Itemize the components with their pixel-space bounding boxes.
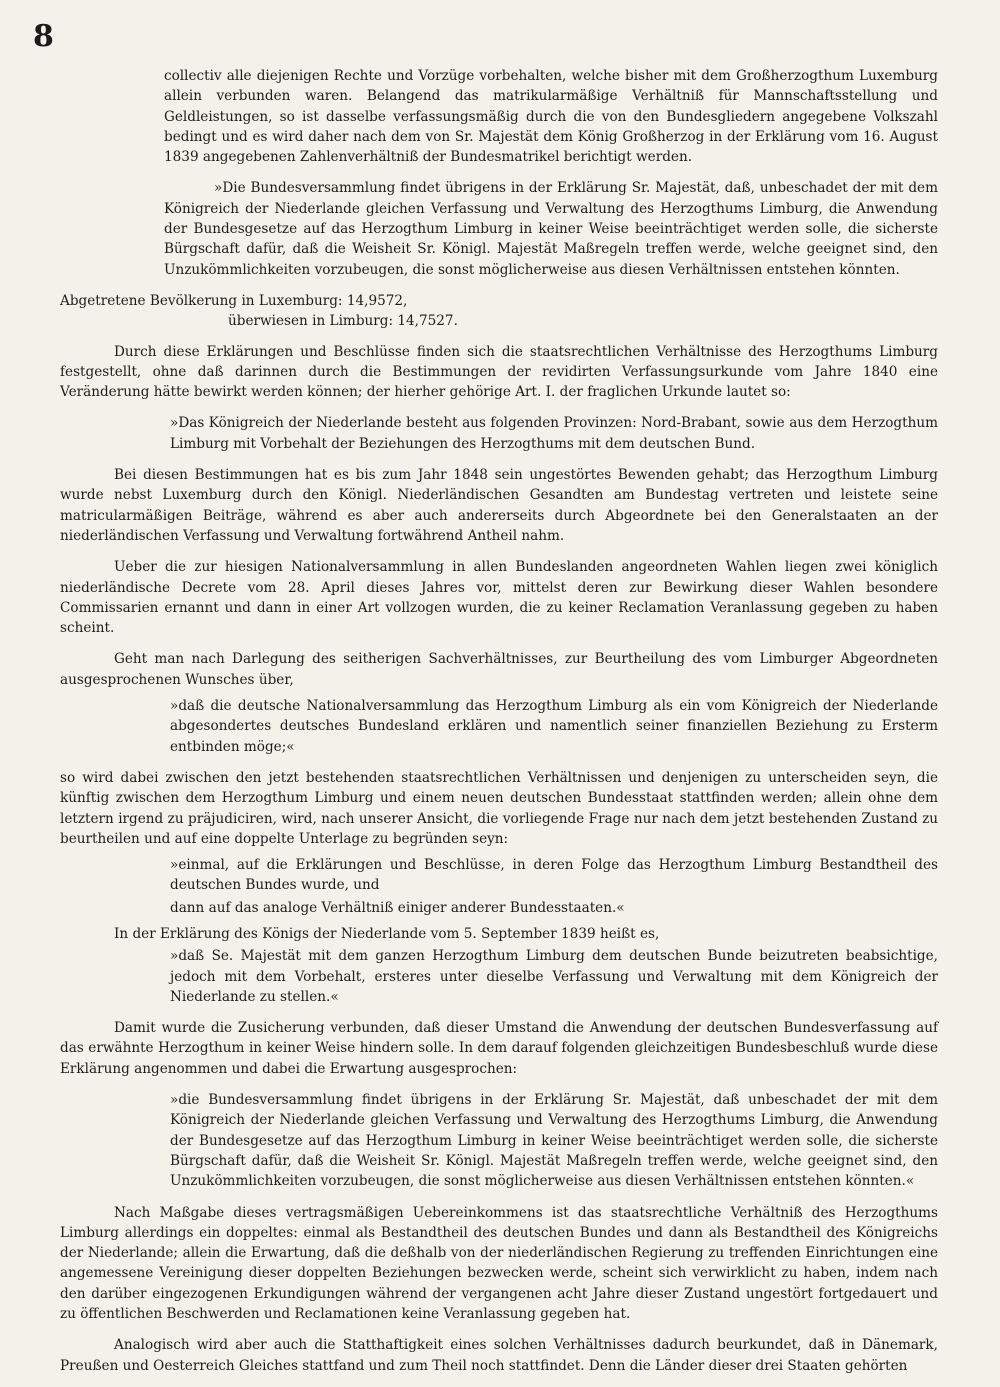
paragraph-10-quote-a: »einmal, auf die Erklärungen und Beschlüsse, in deren Folge das Herzogthum Limburg Bestandtheil des deutschen Bundes wurde, und [170, 857, 938, 894]
population-figures [60, 291, 938, 332]
paragraph-2-quote: »Die Bundesversammlung findet übrigens in der Erklärung Sr. Majestät, daß, unbeschadet der mit dem Königreich der Niederlande gleichen Verfassung und Verwaltung des Herzogthums Limburg, die Anwendung der Bundesgesetze auf das Herzogthum Limburg in keiner Weise beeinträchtiget werden solle, die sicherste Bürgschaft dafür, daß die Weisheit Sr. Königl. Majestät Maßregeln treffen werde, welche geeignet sind, den Unzukömmlichkeiten vorzubeugen, die sonst möglicherweise aus diesen Verhältnissen entstehen könnten. [164, 180, 938, 278]
paragraph-13: Damit wurde die Zusicherung verbunden, daß dieser Umstand die Anwendung der deutschen Bundesverfassung auf das erwähnte Herzogthum in keiner Weise hindern solle. In dem darauf folgenden gleichzeitigen Bundesbeschluß wurde diese Erklärung angenommen und dabei die Erwartung ausgesprochen: [60, 1020, 938, 1077]
paragraph-11: In der Erklärung des Königs der Niederlande vom 5. September 1839 heißt es, [114, 925, 660, 942]
paragraph-3: Durch diese Erklärungen und Beschlüsse finden sich die staatsrechtlichen Verhältnisse des Herzogthums Limburg festgestellt, ohne daß darinnen durch die Bestimmungen der revidirten Verfassungsurkunde vom Jahre 1840 eine Veränderung hätte bewirkt werden können; der hierher gehörige Art. I. der fraglichen Urkunde lautet so: [60, 343, 938, 401]
paragraph-6: Ueber die zur hiesigen Nationalversammlung in allen Bundeslanden angeordneten Wahlen liegen zwei königlich niederländische Decrete vom 28. April dieses Jahres vor, mittelst deren zur Bewirkung dieser Wahlen besondere Commissarien ernannt und dann in einer Art vollzogen wurden, die zu keiner Reclamation Veranlassung gegeben zu haben scheint. [60, 559, 938, 637]
paragraph-12-quote: »daß Se. Majestät mit dem ganzen Herzogthum Limburg dem deutschen Bunde beizutreten beabsichtige, jedoch mit dem Vorbehalt, ersteres unter dieselbe Verfassung und Verwaltung mit dem Königreich der Niederlande zu stellen.« [170, 948, 938, 1005]
paragraph-4-quote: »Das Königreich der Niederlande besteht aus folgenden Provinzen: Nord-Brabant, sowie aus dem Herzogthum Limburg mit Vorbehalt der Beziehungen des Herzogthums mit dem deutschen Bund. [170, 415, 938, 452]
paragraph-10-quote-b: dann auf das analoge Verhältniß einiger anderer Bundesstaaten.« [170, 899, 625, 916]
paragraph-9: so wird dabei zwischen den jetzt bestehenden staatsrechtlichen Verhältnissen und denjenigen zu unterscheiden seyn, die künftig zwischen dem Herzogthum Limburg und einem neuen deutschen Bundesstaat stattfinden werden; allein ohne dem letztern irgend zu präjudiciren, wird, nach unserer Ansicht, die vorliegende Frage nur nach dem jetzt bestehenden Zustand zu beurtheilen und auf eine doppelte Unterlage zu begründen seyn: [60, 769, 938, 847]
paragraph-7: Geht man nach Darlegung des seitherigen Sachverhältnisses, zur Beurtheilung des vom Limburger Abgeordneten ausgesprochenen Wunsches über, [60, 651, 938, 688]
paragraph-16: Analogisch wird aber auch die Statthaftigkeit eines solchen Verhältnisses dadurch beurkundet, daß in Dänemark, Preußen und Oesterreich Gleiches stattfand und zum Theil noch stattfindet. Denn die Länder dieser drei Staaten gehörten [60, 1337, 938, 1374]
paragraph-1: collectiv alle diejenigen Rechte und Vorzüge vorbehalten, welche bisher mit dem Großherzogthum Luxemburg allein verbunden waren. Belangend das matrikularmäßige Verhältniß für Mannschaftsstellung und Geldleistungen, so ist dasselbe verfassungsmäßig durch die von den Bundesgliedern angegebene Volkszahl bedingt und es wird daher nach dem von Sr. Majestät dem König Großherzog in der Erklärung vom 16. August 1839 angegebenen Zahlenverhältniß der Bundesmatrikel berichtigt werden. [164, 68, 938, 166]
population-luxemburg: Abgetretene Bevölkerung in Luxemburg: 14,9572, [60, 292, 408, 309]
page-number: 8 [33, 19, 54, 54]
paragraph-5: Bei diesen Bestimmungen hat es bis zum Jahr 1848 sein ungestörtes Bewenden gehabt; das Herzogthum Limburg wurde nebst Luxemburg durch den Königl. Niederländischen Gesandten am Bundestag vertreten und leistete seine matricularmäßigen Beiträge, während es aber auch andererseits durch Abgeordnete bei den Generalstaaten an der niederländischen Verfassung und Verwaltung fortwährend Antheil nahm. [60, 467, 938, 544]
population-limburg: überwiesen in Limburg: 14,7527. [228, 313, 458, 330]
paragraph-15: Nach Maßgabe dieses vertragsmäßigen Uebereinkommens ist das staatsrechtliche Verhältniß des Herzogthums Limburg allerdings ein doppeltes: einmal als Bestandtheil des deutschen Bundes und dann als Bestandtheil des Königreichs der Niederlande; allein die Erwartung, daß die deßhalb von der niederländischen Regierung zu treffenden Einrichtungen eine angemessene Vereinigung dieser doppelten Beziehungen bezwecken werde, scheint sich verwirklicht zu haben, indem nach den darüber eingezogenen Erkundigungen während der vergangenen acht Jahre dieser Zustand ungestört fortgedauert und zu öffentlichen Beschwerden und Reclamationen keine Veranlassung gegeben hat. [60, 1204, 938, 1323]
paragraph-8-quote: »daß die deutsche Nationalversammlung das Herzogthum Limburg als ein vom Königreich der Niederlande abgesondertes deutsches Bundesland erklären und namentlich seiner finanziellen Beziehung zu Ersterm entbinden möge;« [170, 698, 938, 755]
paragraph-14-quote: »die Bundesversammlung findet übrigens in der Erklärung Sr. Majestät, daß unbeschadet der mit dem Königreich der Niederlande gleichen Verfassung und Verwaltung des Herzogthums Limburg, die Anwendung der Bundesgesetze auf das Herzogthum Limburg in keiner Weise beeinträchtiget werden solle, die sicherste Bürgschaft dafür, daß die Weisheit Sr. Königl. Majestät Maßregeln treffen werde, welche geeignet sind, den Unzukömmlichkeiten vorzubeugen, die sonst möglicherweise aus diesen Verhältnissen entstehen könnten.« [170, 1092, 938, 1190]
document-body [60, 66, 938, 1387]
